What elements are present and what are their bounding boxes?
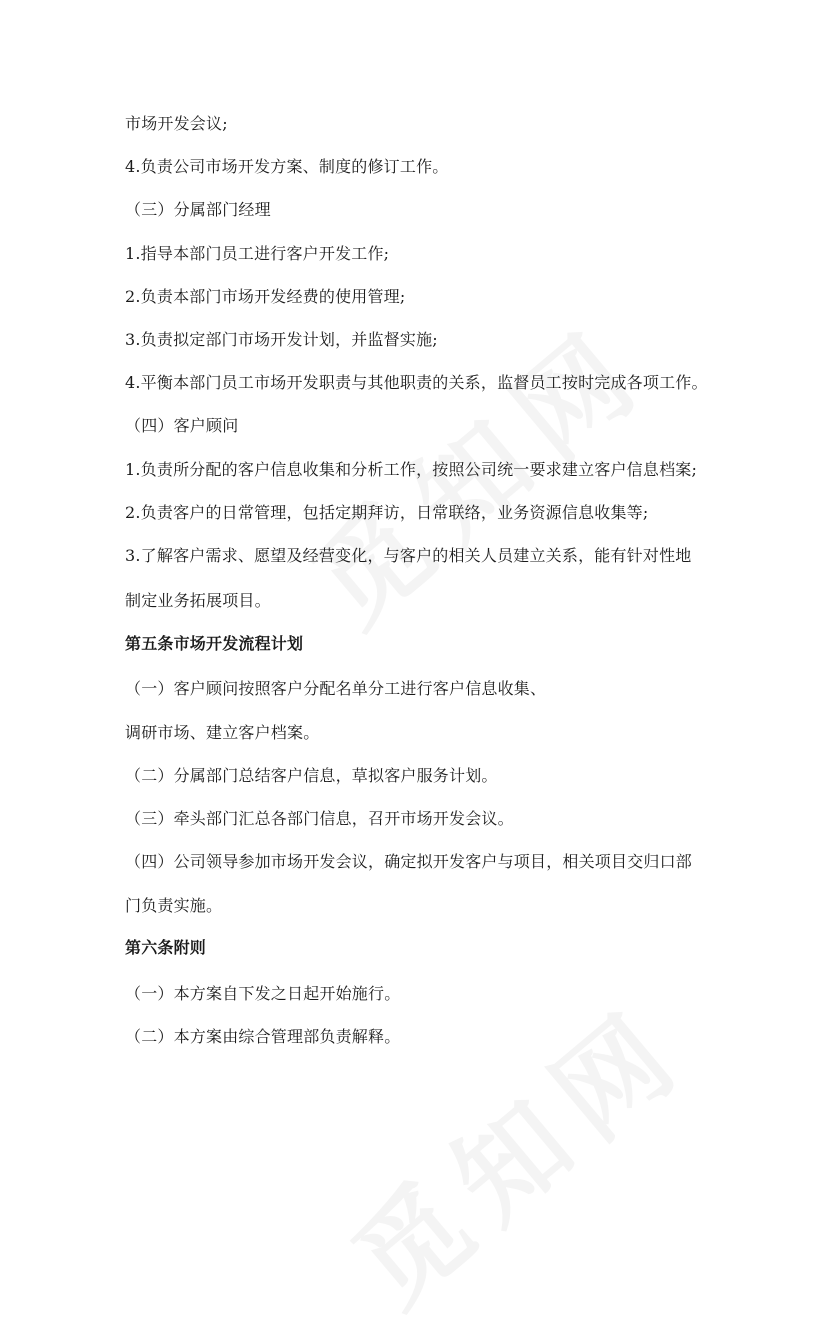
subsection-heading: （三）分属部门经理 bbox=[125, 200, 271, 219]
paragraph-line: 3.了解客户需求、愿望及经营变化，与客户的相关人员建立关系，能有针对性地 bbox=[125, 546, 692, 565]
section-heading: 第五条市场开发流程计划 bbox=[125, 634, 304, 653]
paragraph-line: 1.负责所分配的客户信息收集和分析工作，按照公司统一要求建立客户信息档案; bbox=[125, 460, 698, 479]
paragraph-line: 门负责实施。 bbox=[125, 896, 223, 915]
paragraph-line: 2.负责客户的日常管理，包括定期拜访，日常联络，业务资源信息收集等; bbox=[125, 503, 649, 522]
paragraph-line: 制定业务拓展项目。 bbox=[125, 591, 271, 610]
subsection-heading: （四）客户顾问 bbox=[125, 416, 239, 435]
paragraph-line: 4.平衡本部门员工市场开发职责与其他职责的关系，监督员工按时完成各项工作。 bbox=[125, 373, 708, 392]
paragraph-line: （三）牵头部门汇总各部门信息，召开市场开发会议。 bbox=[125, 809, 514, 828]
section-heading: 第六条附则 bbox=[125, 938, 207, 957]
paragraph-line: （一）客户顾问按照客户分配名单分工进行客户信息收集、 bbox=[125, 679, 547, 698]
paragraph-line: （四）公司领导参加市场开发会议，确定拟开发客户与项目，相关项目交归口部 bbox=[125, 852, 693, 871]
paragraph-line: 3.负责拟定部门市场开发计划，并监督实施; bbox=[125, 330, 438, 349]
paragraph-line: （一）本方案自下发之日起开始施行。 bbox=[125, 984, 401, 1003]
paragraph-line: 市场开发会议; bbox=[125, 114, 228, 133]
paragraph-line: 调研市场、建立客户档案。 bbox=[125, 723, 320, 742]
paragraph-line: 4.负责公司市场开发方案、制度的修订工作。 bbox=[125, 157, 449, 176]
paragraph-line: 1.指导本部门员工进行客户开发工作; bbox=[125, 244, 390, 263]
paragraph-line: （二）本方案由综合管理部负责解释。 bbox=[125, 1027, 401, 1046]
paragraph-line: （二）分属部门总结客户信息，草拟客户服务计划。 bbox=[125, 766, 498, 785]
watermark bbox=[315, 963, 715, 1335]
paragraph-line: 2.负责本部门市场开发经费的使用管理; bbox=[125, 287, 406, 306]
